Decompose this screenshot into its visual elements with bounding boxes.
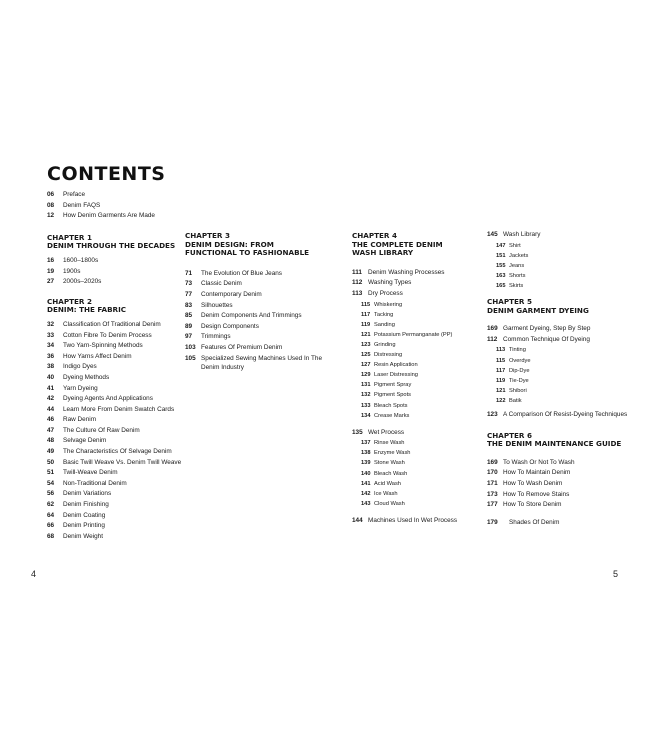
- toc-entry[interactable]: [47, 320, 181, 331]
- entry-title: Denim Variations: [63, 490, 112, 498]
- page-ref: 133: [361, 402, 371, 409]
- page-ref: 115: [496, 357, 506, 364]
- toc-subentry[interactable]: [352, 350, 457, 360]
- entry-title: Denim Finishing: [63, 501, 109, 509]
- toc-entry[interactable]: [185, 322, 322, 333]
- page-ref: 48: [47, 437, 55, 445]
- chapter-6-heading: CHAPTER 6 THE DENIM MAINTENANCE GUIDE: [487, 430, 622, 449]
- entry-title: Contemporary Denim: [201, 290, 262, 298]
- page-ref: 66: [47, 522, 55, 530]
- toc-entry[interactable]: [47, 384, 181, 395]
- entry-title: Ice Wash: [374, 490, 398, 497]
- page-ref: 165: [496, 282, 506, 289]
- toc-subentry[interactable]: [487, 241, 627, 251]
- entry-title: Dyeing Methods: [63, 373, 110, 381]
- page-ref: 49: [47, 448, 55, 456]
- toc-entry[interactable]: [47, 331, 181, 342]
- page-ref: 40: [47, 373, 55, 381]
- page-ref: 170: [487, 469, 498, 477]
- entry-title: Denim Washing Processes: [368, 268, 445, 276]
- toc-subentry[interactable]: [352, 300, 457, 310]
- toc-subentry[interactable]: [487, 271, 627, 281]
- entry-title: Stone Wash: [374, 460, 405, 467]
- page-ref: 47: [47, 426, 55, 434]
- page-ref: 119: [361, 321, 371, 328]
- toc-entry[interactable]: 08 Denim FAQS: [47, 201, 101, 209]
- toc-subentry[interactable]: [352, 438, 457, 448]
- page-ref: 33: [47, 331, 55, 339]
- chapter-6-list: [487, 458, 627, 511]
- entry-title: Yarn Dyeing: [63, 384, 98, 392]
- toc-subentry[interactable]: [487, 396, 627, 406]
- toc-entry[interactable]: [185, 301, 322, 312]
- chapter-3-list: [185, 269, 322, 364]
- toc-subentry[interactable]: [352, 479, 457, 489]
- entry-title: Denim Weight: [63, 532, 104, 540]
- entry-title: Denim Components And Trimmings: [201, 312, 302, 320]
- toc-subentry[interactable]: [487, 281, 627, 291]
- entry-title: The Evolution Of Blue Jeans: [201, 269, 282, 277]
- toc-entry[interactable]: [487, 324, 627, 335]
- entry-title: Jackets: [509, 252, 529, 259]
- entry-title: The Characteristics Of Selvage Denim: [63, 448, 172, 456]
- toc-entry[interactable]: 06 Preface: [47, 191, 86, 198]
- page-ref: 64: [47, 511, 55, 519]
- page-ref: 151: [496, 252, 506, 259]
- column-4: [487, 230, 627, 528]
- page-ref: 169: [487, 325, 498, 333]
- toc-entry[interactable]: [47, 500, 181, 511]
- toc-entry[interactable]: 123 A Comparison Of Resist-Dyeing Techniques: [487, 411, 628, 418]
- entry-title: How Yarns Affect Denim: [63, 352, 132, 360]
- page-ref: 51: [47, 469, 55, 477]
- toc-entry[interactable]: [47, 341, 181, 352]
- toc-entry[interactable]: 135 Wet Process: [352, 428, 405, 436]
- page-number-right: 5: [613, 569, 619, 579]
- column-1: [47, 190, 181, 542]
- entry-title: Shirt: [509, 242, 521, 249]
- entry-title: Two Yarn-Spinning Methods: [63, 342, 143, 350]
- toc-entry[interactable]: [185, 269, 322, 280]
- page-ref: 73: [185, 280, 193, 288]
- page-ref: 141: [361, 480, 371, 487]
- page-ref: 83: [185, 301, 193, 309]
- page-ref: 117: [496, 367, 506, 374]
- toc-entry[interactable]: [47, 352, 181, 363]
- entry-title: How To Remove Stains: [503, 490, 570, 498]
- page-ref: 125: [361, 352, 371, 359]
- page-ref: 113: [352, 289, 363, 297]
- toc-entry[interactable]: 12 How Denim Garments Are Made: [47, 212, 155, 220]
- entry-title: Garment Dyeing, Step By Step: [503, 325, 591, 333]
- entry-title: Basic Twill Weave Vs. Denim Twill Weave: [63, 458, 182, 466]
- toc-entry[interactable]: 179 Shades Of Denim: [487, 518, 560, 526]
- entry-title: Pigment Spray: [374, 382, 412, 389]
- toc-entry[interactable]: 16 1600–1800s: [47, 256, 99, 264]
- entry-title: Classification Of Traditional Denim: [63, 320, 161, 328]
- entry-title: The Culture Of Raw Denim: [63, 426, 140, 434]
- toc-entry[interactable]: [47, 468, 181, 479]
- toc-subentry[interactable]: [487, 386, 627, 396]
- toc-entry[interactable]: [185, 290, 322, 301]
- entry-title: Features Of Premium Denim: [201, 343, 283, 351]
- page-number-left: 4: [31, 569, 37, 579]
- entry-title: Enzyme Wash: [374, 450, 411, 457]
- wash-library-sublist: [487, 241, 627, 291]
- entry-title: Whiskering: [374, 301, 403, 308]
- entry-title: Classic Denim: [201, 280, 242, 288]
- chapter-4-list: [352, 268, 457, 300]
- toc-subentry[interactable]: [487, 356, 627, 366]
- entry-title: To Wash Or Not To Wash: [503, 458, 575, 466]
- page-ref: 155: [496, 262, 506, 269]
- entry-title: Skirts: [509, 282, 524, 289]
- entry-title: Pigment Spots: [374, 392, 411, 399]
- entry-title: Dyeing Agents And Applications: [63, 395, 153, 403]
- chapter-1-heading: CHAPTER 1 DENIM THROUGH THE DECADES: [47, 232, 176, 251]
- toc-subentry[interactable]: [352, 411, 457, 421]
- chapter-2-heading: CHAPTER 2 DENIM: THE FABRIC: [47, 296, 127, 315]
- toc-subentry[interactable]: [352, 330, 457, 340]
- page-ref: 129: [361, 372, 371, 379]
- page-ref: 42: [47, 395, 55, 403]
- toc-subentry[interactable]: [352, 499, 457, 509]
- toc-subentry[interactable]: [352, 489, 457, 499]
- page-ref: 34: [47, 342, 55, 350]
- page-ref: 177: [487, 501, 498, 509]
- entry-title: Grinding: [374, 341, 396, 348]
- page-ref: 163: [496, 272, 506, 279]
- page-ref: 38: [47, 363, 55, 371]
- toc-entry[interactable]: [487, 500, 627, 511]
- toc-subentry[interactable]: [487, 376, 627, 386]
- column-2: [185, 232, 322, 371]
- entry-title: How To Wash Denim: [503, 479, 563, 487]
- page-ref: 131: [361, 382, 371, 389]
- toc-entry[interactable]: [47, 362, 181, 373]
- page-ref: 41: [47, 384, 55, 392]
- entry-title: Shorts: [509, 272, 526, 279]
- page-ref: 123: [361, 341, 371, 348]
- entry-title: How To Store Denim: [503, 501, 562, 509]
- page-ref: 169: [487, 458, 498, 466]
- toc-entry[interactable]: [47, 489, 181, 500]
- toc-subentry[interactable]: [352, 360, 457, 370]
- toc-subentry[interactable]: [487, 345, 627, 355]
- toc-entry[interactable]: [47, 521, 181, 532]
- chapter-4-heading: CHAPTER 4 THE COMPLETE DENIM WASH LIBRARY: [352, 231, 443, 258]
- toc-entry[interactable]: [487, 335, 627, 346]
- toc-subentry[interactable]: [487, 251, 627, 261]
- toc-entry-continuation: Denim Industry: [201, 364, 244, 372]
- page-ref: 117: [361, 311, 371, 318]
- entry-title: Resin Application: [374, 362, 418, 369]
- entry-title: Tinting: [509, 347, 526, 354]
- toc-entry[interactable]: [47, 511, 181, 522]
- toc-entry[interactable]: [352, 289, 457, 300]
- entry-title: Potassium Permanganate (PP): [374, 331, 453, 338]
- entry-title: Bleach Spots: [374, 402, 408, 409]
- toc-subentry[interactable]: [352, 390, 457, 400]
- page-ref: 121: [361, 331, 371, 338]
- toc-entry[interactable]: [487, 468, 627, 479]
- page-ref: 46: [47, 416, 55, 424]
- toc-subentry[interactable]: [352, 370, 457, 380]
- page-ref: 121: [496, 387, 506, 394]
- toc-entry[interactable]: [185, 332, 322, 343]
- entry-title: Trimmings: [201, 333, 231, 341]
- toc-subentry[interactable]: [352, 340, 457, 350]
- page-ref: 112: [352, 279, 363, 287]
- toc-subentry[interactable]: [487, 261, 627, 271]
- entry-title: Tacking: [374, 311, 394, 318]
- entry-title: Overdye: [509, 357, 531, 364]
- entry-title: Dip-Dye: [509, 367, 530, 374]
- entry-title: Washing Types: [368, 279, 412, 287]
- page-ref: 142: [361, 490, 371, 497]
- page-title: CONTENTS: [47, 163, 166, 185]
- toc-subentry[interactable]: [352, 401, 457, 411]
- entry-title: Design Components: [201, 322, 259, 330]
- page-ref: 44: [47, 405, 55, 413]
- page-ref: 173: [487, 490, 498, 498]
- toc-entry[interactable]: [47, 436, 181, 447]
- toc-entry[interactable]: [47, 479, 181, 490]
- entry-title: Cloud Wash: [374, 500, 405, 507]
- entry-title: Batik: [509, 397, 522, 404]
- toc-entry[interactable]: [47, 426, 181, 437]
- page-ref: 171: [487, 479, 498, 487]
- page-ref: 127: [361, 362, 371, 369]
- chapter-5-list: [487, 324, 627, 345]
- entry-title: Shibori: [509, 387, 527, 394]
- chapter-1-list: [47, 256, 181, 288]
- toc-entry[interactable]: [185, 343, 322, 354]
- page-ref: 85: [185, 312, 193, 320]
- entry-title: Selvage Denim: [63, 437, 107, 445]
- chapter-3-heading: CHAPTER 3 DENIM DESIGN: FROM FUNCTIONAL TO FASHIONABLE: [185, 231, 310, 258]
- page-ref: 122: [496, 397, 506, 404]
- front-matter-list: [47, 190, 181, 222]
- page-ref: 137: [361, 440, 371, 447]
- page-ref: 111: [352, 268, 362, 276]
- chapter-2-list: [47, 320, 181, 542]
- entry-title: Silhouettes: [201, 301, 233, 309]
- page-ref: 113: [496, 347, 506, 354]
- toc-subentry[interactable]: [352, 458, 457, 468]
- toc-entry[interactable]: [47, 415, 181, 426]
- toc-entry[interactable]: [352, 278, 457, 289]
- entry-title: Indigo Dyes: [63, 363, 97, 371]
- entry-title: Learn More From Denim Swatch Cards: [63, 405, 175, 413]
- entry-title: Crease Marks: [374, 412, 410, 419]
- page-ref: 77: [185, 290, 193, 298]
- toc-entry[interactable]: [47, 394, 181, 405]
- page-ref: 105: [185, 354, 196, 362]
- toc-entry[interactable]: [185, 311, 322, 322]
- entry-title: Tie-Dye: [509, 377, 529, 384]
- entry-title: Rinse Wash: [374, 440, 405, 447]
- page-ref: 115: [361, 301, 371, 308]
- entry-title: Raw Denim: [63, 416, 97, 424]
- wet-process-sublist: [352, 438, 457, 509]
- toc-subentry[interactable]: [352, 320, 457, 330]
- entry-title: Laser Distressing: [374, 372, 418, 379]
- toc-subentry[interactable]: [487, 366, 627, 376]
- toc-entry[interactable]: [47, 532, 181, 543]
- page-ref: 119: [496, 377, 506, 384]
- toc-entry[interactable]: [47, 405, 181, 416]
- entry-title: Common Technique Of Dyeing: [503, 335, 590, 343]
- toc-subentry[interactable]: [352, 448, 457, 458]
- dyeing-technique-sublist: [487, 345, 627, 406]
- chapter-5-heading: CHAPTER 5 DENIM GARMENT DYEING: [487, 297, 589, 315]
- entry-title: Sanding: [374, 321, 395, 328]
- page-ref: 54: [47, 479, 55, 487]
- entry-title: Bleach Wash: [374, 470, 408, 477]
- page-ref: 89: [185, 322, 193, 330]
- toc-entry[interactable]: [47, 447, 181, 458]
- toc-entry[interactable]: [47, 373, 181, 384]
- entry-title: Non-Traditional Denim: [63, 479, 127, 487]
- toc-subentry[interactable]: [352, 380, 457, 390]
- page-ref: 138: [361, 450, 371, 457]
- entry-title: Distressing: [374, 352, 403, 359]
- entry-title: How To Maintain Denim: [503, 469, 571, 477]
- entry-title: Twill-Weave Denim: [63, 469, 118, 477]
- entry-title: Specialized Sewing Machines Used In The: [201, 354, 323, 362]
- toc-entry[interactable]: [352, 268, 457, 279]
- entry-title: Denim Printing: [63, 522, 105, 530]
- page-ref: 32: [47, 320, 55, 328]
- page-ref: 50: [47, 458, 55, 466]
- dry-process-sublist: [352, 300, 457, 421]
- entry-title: Dry Process: [368, 289, 403, 297]
- toc-entry[interactable]: 144 Machines Used In Wet Process: [352, 516, 458, 524]
- toc-entry[interactable]: [487, 490, 627, 501]
- toc-entry[interactable]: 19 1900s: [47, 267, 81, 275]
- page-ref: 134: [361, 412, 371, 419]
- toc-subentry[interactable]: [352, 310, 457, 320]
- page-ref: 71: [185, 269, 193, 277]
- page-ref: 62: [47, 501, 55, 509]
- toc-entry[interactable]: 145 Wash Library: [487, 231, 541, 238]
- toc-entry[interactable]: [185, 354, 322, 365]
- page-ref: 56: [47, 490, 55, 498]
- page-ref: 140: [361, 470, 371, 477]
- toc-entry[interactable]: [487, 458, 627, 469]
- toc-entry[interactable]: 27 2000s–2020s: [47, 278, 102, 286]
- entry-title: Acid Wash: [374, 480, 401, 487]
- entry-title: Denim Coating: [63, 511, 106, 519]
- page-ref: 97: [185, 333, 193, 341]
- page-ref: 143: [361, 500, 371, 507]
- page-ref: 36: [47, 352, 55, 360]
- page-ref: 132: [361, 392, 371, 399]
- page-ref: 147: [496, 242, 506, 249]
- entry-title: Cotton Fibre To Denim Process: [63, 331, 152, 339]
- entry-title: Jeans: [509, 262, 525, 269]
- toc-entry[interactable]: [487, 479, 627, 490]
- page-ref: 139: [361, 460, 371, 467]
- toc-entry[interactable]: [47, 458, 181, 469]
- page-ref: 68: [47, 532, 55, 540]
- toc-subentry[interactable]: [352, 469, 457, 479]
- column-3: [352, 232, 457, 527]
- page-ref: 112: [487, 335, 498, 343]
- toc-entry[interactable]: [185, 279, 322, 290]
- page-ref: 103: [185, 343, 196, 351]
